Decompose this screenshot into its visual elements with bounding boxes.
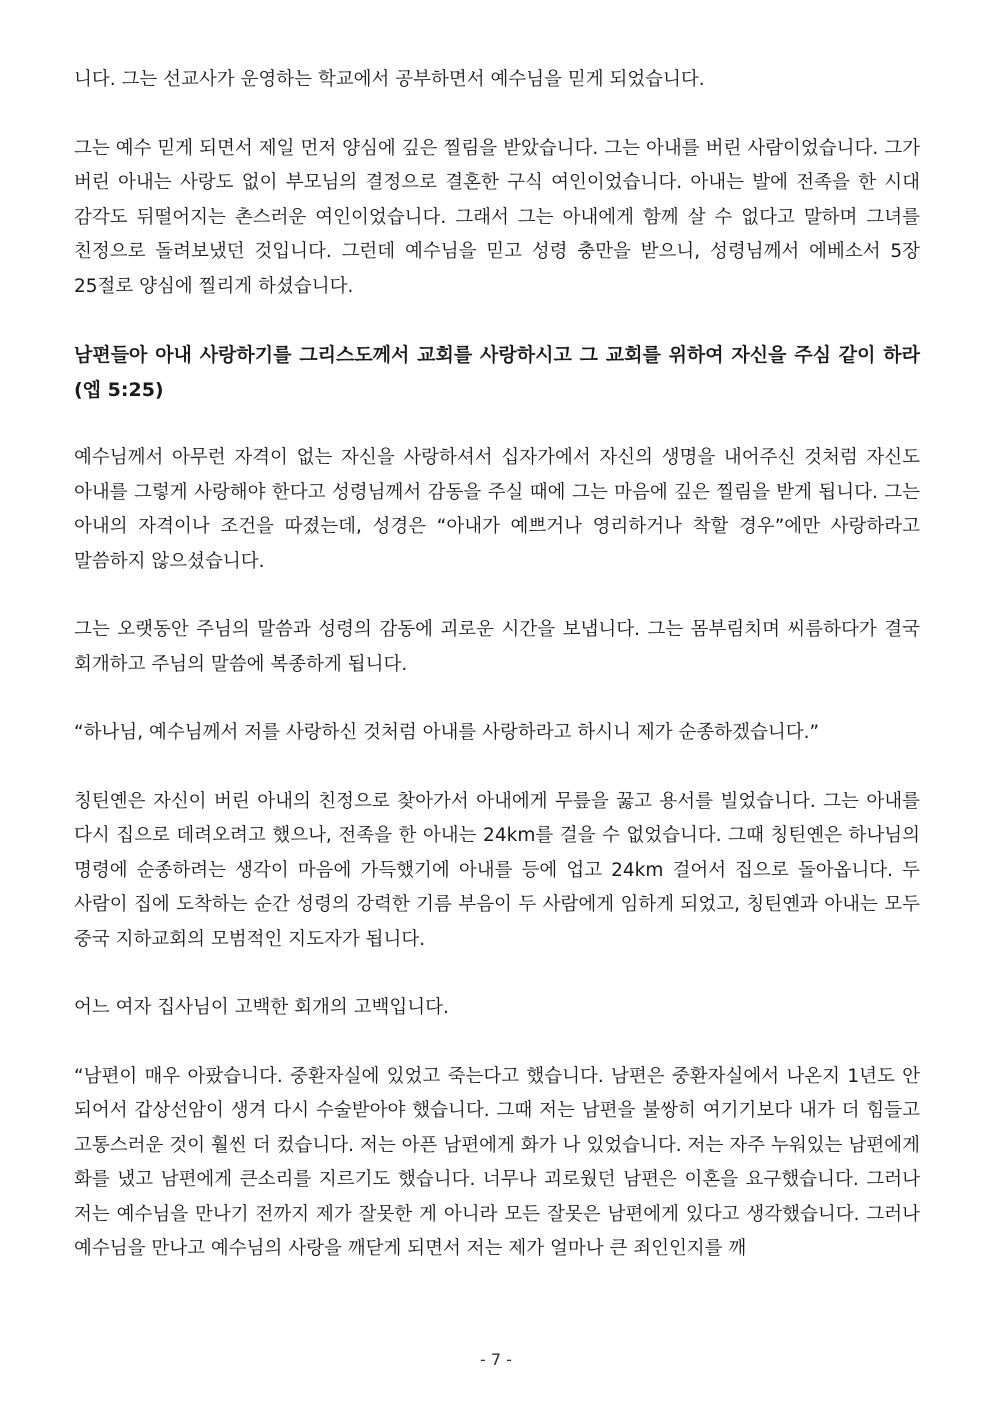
paragraph-continuation: 니다. 그는 선교사가 운영하는 학교에서 공부하면서 예수님을 믿게 되었습니다.: [74, 69, 705, 90]
paragraph-deacon-confession: “남편이 매우 아팠습니다. 중환자실에 있었고 죽는다고 했습니다. 남편은 중환자실에서 나온지 1년도 안 되어서 갑상선암이 생겨 다시 수술받아야 했습니다. 그때 저는 남편을 불쌍히 여기기보다 내가 더 힘들고 고통스러운 것이 훨씬 더 컸습니다. 저는 아픈 남편에게 화가 나 있었습니다. 저는 자주 누워있는 남편에게 화를 냈고 남편에게 큰소리를 지르기도 했습니다. 너무나 괴로웠던 남편은 이혼을 요구했습니다. 그러나 저는 예수님을 만나기 전까지 제가 잘못한 게 아니라 모든 잘못은 남편에게 있다고 생각했습니다. 그러나 예수님을 만나고 예수님의 사랑을 깨닫게 되면서 저는 제가 얼마나 큰 죄인인지를 깨: [74, 1065, 920, 1259]
scripture-quote: 남편들아 아내 사랑하기를 그리스도께서 교회를 사랑하시고 그 교회를 위하여 자신을 주심 같이 하라 (엡 5:25): [74, 344, 920, 401]
paragraph-repentance-story: 칭틴옌은 자신이 버린 아내의 친정으로 찾아가서 아내에게 무릎을 꿇고 용서를 빌었습니다. 그는 아내를 다시 집으로 데려오려고 했으나, 전족을 한 아내는 24km를 걸을 수 없었습니다. 그때 칭틴옌은 하나님의 명령에 순종하려는 생각이 마음에 가득했기에 아내를 등에 업고 24km 걸어서 집으로 돌아옵니다. 두 사람이 집에 도착하는 순간 성령의 강력한 기름 부음이 두 사람에게 임하게 되었고, 칭틴옌과 아내는 모두 중국 지하교회의 모범적인 지도자가 됩니다.: [74, 790, 920, 950]
page-number: - 7 -: [480, 1350, 512, 1369]
paragraph-prayer: “하나님, 예수님께서 저를 사랑하신 것처럼 아내를 사랑하라고 하시니 제가 순종하겠습니다.”: [74, 722, 820, 743]
paragraph-struggle: 그는 오랫동안 주님의 말씀과 성령의 감동에 괴로운 시간을 보냅니다. 그는 몸부림치며 씨름하다가 결국 회개하고 주님의 말씀에 복종하게 됩니다.: [74, 619, 920, 675]
document-page: [74, 63, 920, 1301]
paragraph-love-like-christ: 예수님께서 아무런 자격이 없는 자신을 사랑하셔서 십자가에서 자신의 생명을 내어주신 것처럼 자신도 아내를 그렇게 사랑해야 한다고 성령님께서 감동을 주실 때에 그는 마음에 깊은 찔림을 받게 됩니다. 그는 아내의 자격이나 조건을 따졌는데, 성경은 “아내가 예쁘거나 영리하거나 착할 경우”에만 사랑하라고 말씀하지 않으셨습니다.: [74, 447, 920, 572]
paragraph-deacon-intro: 어느 여자 집사님이 고백한 회개의 고백입니다.: [74, 997, 449, 1018]
paragraph-conscience: 그는 예수 믿게 되면서 제일 먼저 양심에 깊은 찔림을 받았습니다. 그는 아내를 버린 사람이었습니다. 그가 버린 아내는 사랑도 없이 부모님의 결정으로 결혼한 구식 여인이었습니다. 아내는 발에 전족을 한 시대 감각도 뒤떨어지는 촌스러운 여인이었습니다. 그래서 그는 아내에게 함께 살 수 없다고 말하며 그녀를 친정으로 돌려보냈던 것입니다. 그런데 예수님을 믿고 성령 충만을 받으니, 성령님께서 에베소서 5장 25절로 양심에 찔리게 하셨습니다.: [74, 137, 920, 297]
